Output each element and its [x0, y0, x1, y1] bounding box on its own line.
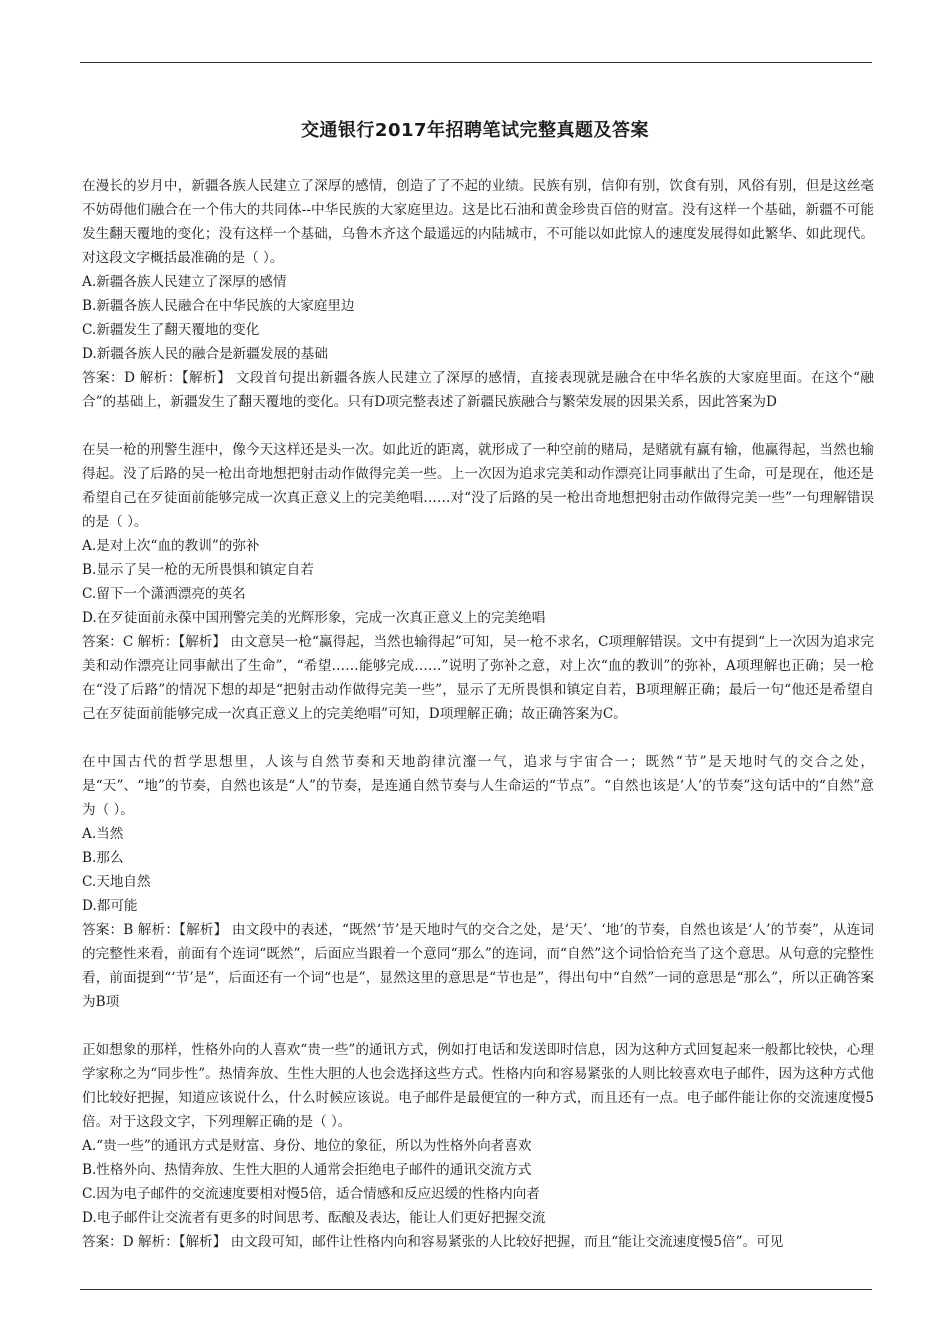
question-stem: 在漫长的岁月中，新疆各族人民建立了深厚的感情，创造了了不起的业绩。民族有别，信仰有别，饮食有别，风俗有别，但是这丝毫不妨碍他们融合在一个伟大的共同体--中华民族的大家庭里边。这是比石油和黄金珍贵百倍的财富。没有这样一个基础，新疆不可能发生翻天覆地的变化；没有这样一个基础，乌鲁木齐这个最遥远的内陆城市，不可能以如此惊人的速度发展得如此繁华、如此现代。对这段文字概括最准确的是（ ）。 [82, 178, 874, 266]
question-block [82, 174, 874, 414]
document-body [82, 174, 874, 1278]
question-stem: 正如想象的那样，性格外向的人喜欢“贵一些”的通讯方式，例如打电话和发送即时信息，因为这种方式回复起来一般都比较快，心理学家称之为“同步性”。热情奔放、生性大胆的人也会选择这些方式。性格内向和容易紧张的人则比较喜欢电子邮件，因为这种方式他们比较好把握，知道应该说什么，什么时候应该说。电子邮件是最便宜的一种方式，而且还有一点。电子邮件能让你的交流速度慢5倍。对于这段文字，下列理解正确的是（ ）。 [82, 1042, 874, 1130]
option-b: B.性格外向、热情奔放、生性大胆的人通常会拒绝电子邮件的通讯交流方式 [82, 1162, 532, 1178]
option-c: C.新疆发生了翻天覆地的变化 [82, 322, 260, 338]
answer-explanation: 答案：D 解析：【解析】 文段首句提出新疆各族人民建立了深厚的感情，直接表现就是融合在中华名族的大家庭里面。在这个“融合”的基础上，新疆发生了翻天覆地的变化。只有D项完整表述了新疆民族融合与繁荣发展的因果关系，因此答案为D [82, 370, 874, 410]
question-stem: 在吴一枪的刑警生涯中，像今天这样还是头一次。如此近的距离，就形成了一种空前的赌局，是赌就有赢有输，他赢得起，当然也输得起。没了后路的吴一枪出奇地想把射击动作做得完美一些。上一次因为追求完美和动作漂亮让同事献出了生命，可是现在，他还是希望自己在歹徒面前能够完成一次真正意义上的完美绝唱……对“没了后路的吴一枪出奇地想把射击动作做得完美一些”一句理解错误的是（ ）。 [82, 442, 874, 530]
option-d: D.在歹徒面前永葆中国刑警完美的光辉形象，完成一次真正意义上的完美绝唱 [82, 610, 546, 626]
answer-explanation: 答案：B 解析：【解析】 由文段中的表述，“既然‘节’是天地时气的交合之处，是‘天’、‘地’的节奏，自然也该是‘人’的节奏”，从连词的完整性来看，前面有个连词“既然”，后面应当跟着一个意同“那么”的连词，而“自然”这个词恰恰充当了这个意思。从句意的完整性看，前面提到“‘节’是”，后面还有一个词“也是”，显然这里的意思是“节也是”，得出句中“自然”一词的意思是“那么”，所以正确答案为B项 [82, 922, 874, 1010]
option-a: A.“贵一些”的通讯方式是财富、身份、地位的象征，所以为性格外向者喜欢 [82, 1138, 532, 1154]
page-title: 交通银行2017年招聘笔试完整真题及答案 [300, 120, 650, 141]
question-block [82, 750, 874, 1014]
option-b: B.显示了吴一枪的无所畏惧和镇定自若 [82, 562, 314, 578]
option-a: A.当然 [82, 826, 124, 842]
option-c: C.因为电子邮件的交流速度要相对慢5倍，适合情感和反应迟缓的性格内向者 [82, 1186, 540, 1202]
option-d: D.都可能 [82, 898, 138, 914]
option-a: A.新疆各族人民建立了深厚的感情 [82, 274, 287, 290]
header-rule [80, 62, 872, 63]
option-c: C.留下一个潇洒漂亮的英名 [82, 586, 246, 602]
option-a: A.是对上次“血的教训”的弥补 [82, 538, 260, 554]
option-b: B.那么 [82, 850, 124, 866]
answer-explanation: 答案：D 解析：【解析】 由文段可知，邮件让性格内向和容易紧张的人比较好把握，而且“能让交流速度慢5倍”。可见 [82, 1234, 784, 1250]
option-d: D.新疆各族人民的融合是新疆发展的基础 [82, 346, 328, 362]
question-block [82, 1038, 874, 1254]
option-d: D.电子邮件让交流者有更多的时间思考、酝酿及表达，能让人们更好把握交流 [82, 1210, 546, 1226]
answer-explanation: 答案：C 解析：【解析】 由文意吴一枪“赢得起，当然也输得起”可知，吴一枪不求名，C项理解错误。文中有提到“上一次因为追求完美和动作漂亮让同事献出了生命”，“希望……能够完成……”说明了弥补之意，对上次“血的教训”的弥补，A项理解也正确；吴一枪在“没了后路”的情况下想的却是“把射击动作做得完美一些”，显示了无所畏惧和镇定自若，B项理解正确；最后一句“他还是希望自己在歹徒面前能够完成一次真正意义上的完美绝唱”可知，D项理解正确；故正确答案为C。 [82, 634, 874, 722]
question-block [82, 438, 874, 726]
option-b: B.新疆各族人民融合在中华民族的大家庭里边 [82, 298, 355, 314]
option-c: C.天地自然 [82, 874, 151, 890]
question-stem: 在中国古代的哲学思想里，人该与自然节奏和天地韵律沆瀣一气，追求与宇宙合一；既然“节”是天地时气的交合之处，是“天”、“地”的节奏，自然也该是“人”的节奏，是连通自然节奏与人生命运的“节点”。“自然也该是‘人’的节奏”这句话中的“自然”意为（ ）。 [82, 754, 874, 818]
footer-rule [80, 1289, 872, 1290]
